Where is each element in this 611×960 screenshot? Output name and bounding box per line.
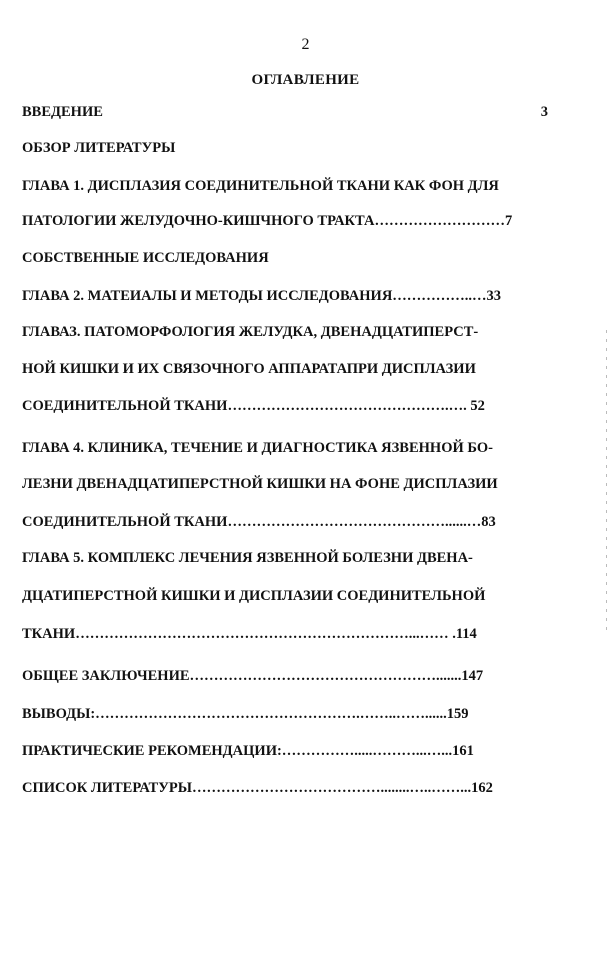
toc-chapter-5-line-2: ДЦАТИПЕРСТНОЙ КИШКИ И ДИСПЛАЗИИ СОЕДИНИТЕЛЬНОЙ — [22, 588, 486, 604]
toc-section-literature-review: ОБЗОР ЛИТЕРАТУРЫ — [22, 140, 176, 156]
page-title: ОГЛАВЛЕНИЕ — [251, 72, 360, 88]
toc-chapter-5-line-1: ГЛАВА 5. КОМПЛЕКС ЛЕЧЕНИЯ ЯЗВЕННОЙ БОЛЕЗНИ ДВЕНА- — [22, 550, 473, 566]
toc-section-own-research: СОБСТВЕННЫЕ ИССЛЕДОВАНИЯ — [22, 250, 269, 266]
toc-entry-findings: ВЫВОДЫ:……………………………………………….……..……......159 — [22, 706, 469, 722]
toc-chapter-4-line-2: ЛЕЗНИ ДВЕНАДЦАТИПЕРСТНОЙ КИШКИ НА ФОНЕ ДИСПЛАЗИИ — [22, 476, 498, 492]
toc-entry-introduction — [22, 102, 552, 122]
toc-chapter-4-line-1: ГЛАВА 4. КЛИНИКА, ТЕЧЕНИЕ И ДИАГНОСТИКА ЯЗВЕННОЙ БО- — [22, 440, 493, 456]
toc-entry-page: 3 — [540, 104, 548, 120]
toc-entry-references: СПИСОК ЛИТЕРАТУРЫ…………………………………........…..……...162 — [22, 780, 493, 796]
toc-entry-recommendations: ПРАКТИЧЕСКИЕ РЕКОМЕНДАЦИИ:…………….....………...…...161 — [22, 743, 474, 759]
toc-chapter-2: ГЛАВА 2. МАТЕИАЛЫ И МЕТОДЫ ИССЛЕДОВАНИЯ……………..…33 — [22, 288, 502, 304]
toc-entry-conclusion: ОБЩЕЕ ЗАКЛЮЧЕНИЕ…………………………………………….......147 — [22, 668, 484, 684]
toc-chapter-3-line-3: СОЕДИНИТЕЛЬНОЙ ТКАНИ……………………………………….…. 52 — [22, 398, 485, 414]
toc-chapter-1-line-1: ГЛАВА 1. ДИСПЛАЗИЯ СОЕДИНИТЕЛЬНОЙ ТКАНИ КАК ФОН ДЛЯ — [22, 178, 499, 194]
toc-chapter-1-line-2: ПАТОЛОГИИ ЖЕЛУДОЧНО-КИШЧНОГО ТРАКТА………………………7 — [22, 213, 513, 229]
toc-chapter-3-line-1: ГЛАВАЗ. ПАТОМОРФОЛОГИЯ ЖЕЛУДКА, ДВЕНАДЦАТИПЕРСТ- — [22, 324, 479, 340]
toc-chapter-5-line-3: ТКАНИ……………………………………………………………...…… .114 — [22, 626, 477, 642]
toc-entry-label: ВВЕДЕНИЕ — [22, 104, 103, 120]
page-number: 2 — [301, 36, 310, 53]
toc-chapter-4-line-3: СОЕДИНИТЕЛЬНОЙ ТКАНИ………………………………………......…83 — [22, 514, 496, 530]
scan-edge-artifact — [606, 330, 607, 630]
toc-chapter-3-line-2: НОЙ КИШКИ И ИХ СВЯЗОЧНОГО АППАРАТАПРИ ДИСПЛАЗИИ — [22, 361, 476, 377]
